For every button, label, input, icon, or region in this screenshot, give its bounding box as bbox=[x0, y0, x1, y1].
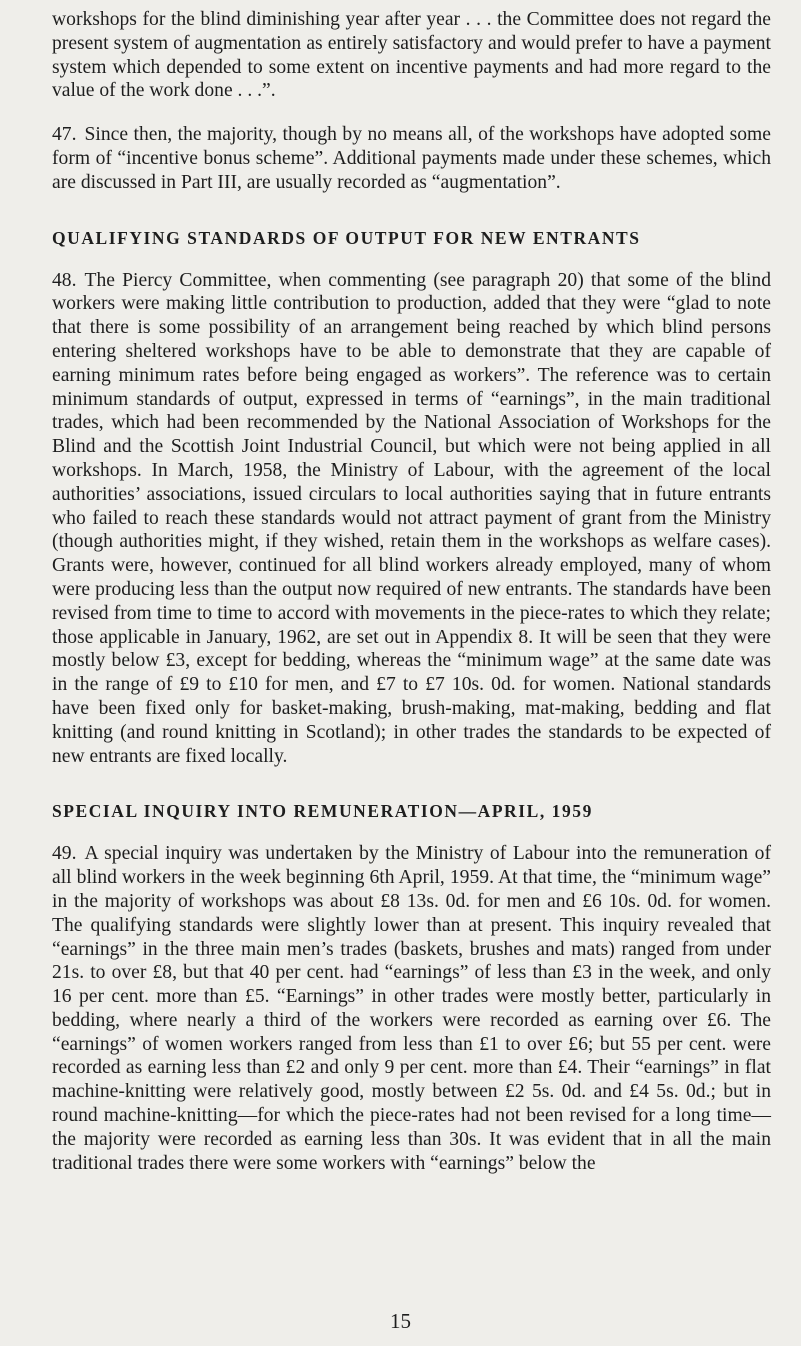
paragraph-text: Since then, the majority, though by no means all, of the workshops have adopted some form of “incentive bonus scheme”. Additional payments made under these schemes, which are discussed in Part III, are usually recorded as “augmentation”. bbox=[52, 124, 771, 193]
page-number: 15 bbox=[390, 1309, 411, 1333]
paragraph-47 bbox=[52, 123, 771, 194]
paragraph-number: 47. bbox=[52, 124, 77, 146]
paragraph-number: 48. bbox=[52, 269, 77, 291]
paragraph-46-continuation: workshops for the blind diminishing year after year . . . the Committee does not regard the present system of augmentation as entirely satisfactory and would prefer to have a payment system which depended to some extent on incentive payments and had more regard to the value of the work done . . .”. bbox=[52, 9, 771, 102]
section-heading-special-inquiry: SPECIAL INQUIRY INTO REMUNERATION—APRIL, 1959 bbox=[52, 801, 593, 822]
paragraph-text: A special inquiry was undertaken by the Ministry of Labour into the remuneration of all blind workers in the week beginning 6th April, 1959. At that time, the “minimum wage” in the majority of workshops was about £8 13s. 0d. for men and £6 10s. 0d. for women. The qualifying standards were slightly lower than at present. This inquiry revealed that “earnings” in the three main men’s trades (baskets, brushes and mats) ranged from under 21s. to over £8, but that 40 per cent. had “earnings” of less than £3 in the week, and only 16 per cent. more than £5. “Earnings” in other trades were mostly better, particularly in bedding, where nearly a third of the workers were recorded as earning over £6. The “earnings” of women workers ranged from less than £1 to over £6; but 55 per cent. were recorded as earning less than £2 and only 9 per cent. more than £4. Their “earnings” in flat machine-knitting were relatively good, mostly between £2 5s. 0d. and £4 5s. 0d.; but in round machine-knitting—for which the piece-rates had not been revised for a long time—the majority were recorded as earning less than 30s. It was evident that in all the main traditional trades there were some workers with “earnings” below the bbox=[52, 843, 771, 1174]
section-heading-qualifying-standards: QUALIFYING STANDARDS OF OUTPUT FOR NEW ENTRANTS bbox=[52, 227, 641, 248]
paragraph-text: The Piercy Committee, when commenting (see paragraph 20) that some of the blind workers were making little contribution to production, added that they were “glad to note that there is some possibility of an arrangement being reached by which blind persons entering sheltered workshops have to be able to demonstrate that they are capable of earning minimum rates before being engaged as workers”. The reference was to certain minimum standards of output, expressed in terms of “earnings”, in the main traditional trades, which had been recommended by the National Association of Workshops for the Blind and the Scottish Joint Industrial Council, but which were not being applied in all workshops. In March, 1958, the Ministry of Labour, with the agreement of the local authorities’ associations, issued circulars to local authorities saying that in future entrants who failed to reach these standards would not attract payment of grant from the Ministry (though authorities might, if they wished, retain them in the workshops as welfare cases). Grants were, however, continued for all blind workers already employed, many of whom were producing less than the output now required of new entrants. The standards have been revised from time to time to accord with movements in the piece-rates to which they relate; those applicable in January, 1962, are set out in Appendix 8. It will be seen that they were mostly below £3, except for bedding, whereas the “minimum wage” at the same date was in the range of £9 to £10 for men, and £7 to £7 10s. 0d. for women. National standards have been fixed only for basket-making, brush-making, mat-making, bedding and flat knitting (and round knitting in Scotland); in other trades the standards to be expected of new entrants are fixed locally. bbox=[52, 269, 771, 767]
paragraph-48 bbox=[52, 269, 771, 769]
paragraph-49 bbox=[52, 842, 771, 1175]
paragraph-number: 49. bbox=[52, 843, 77, 865]
